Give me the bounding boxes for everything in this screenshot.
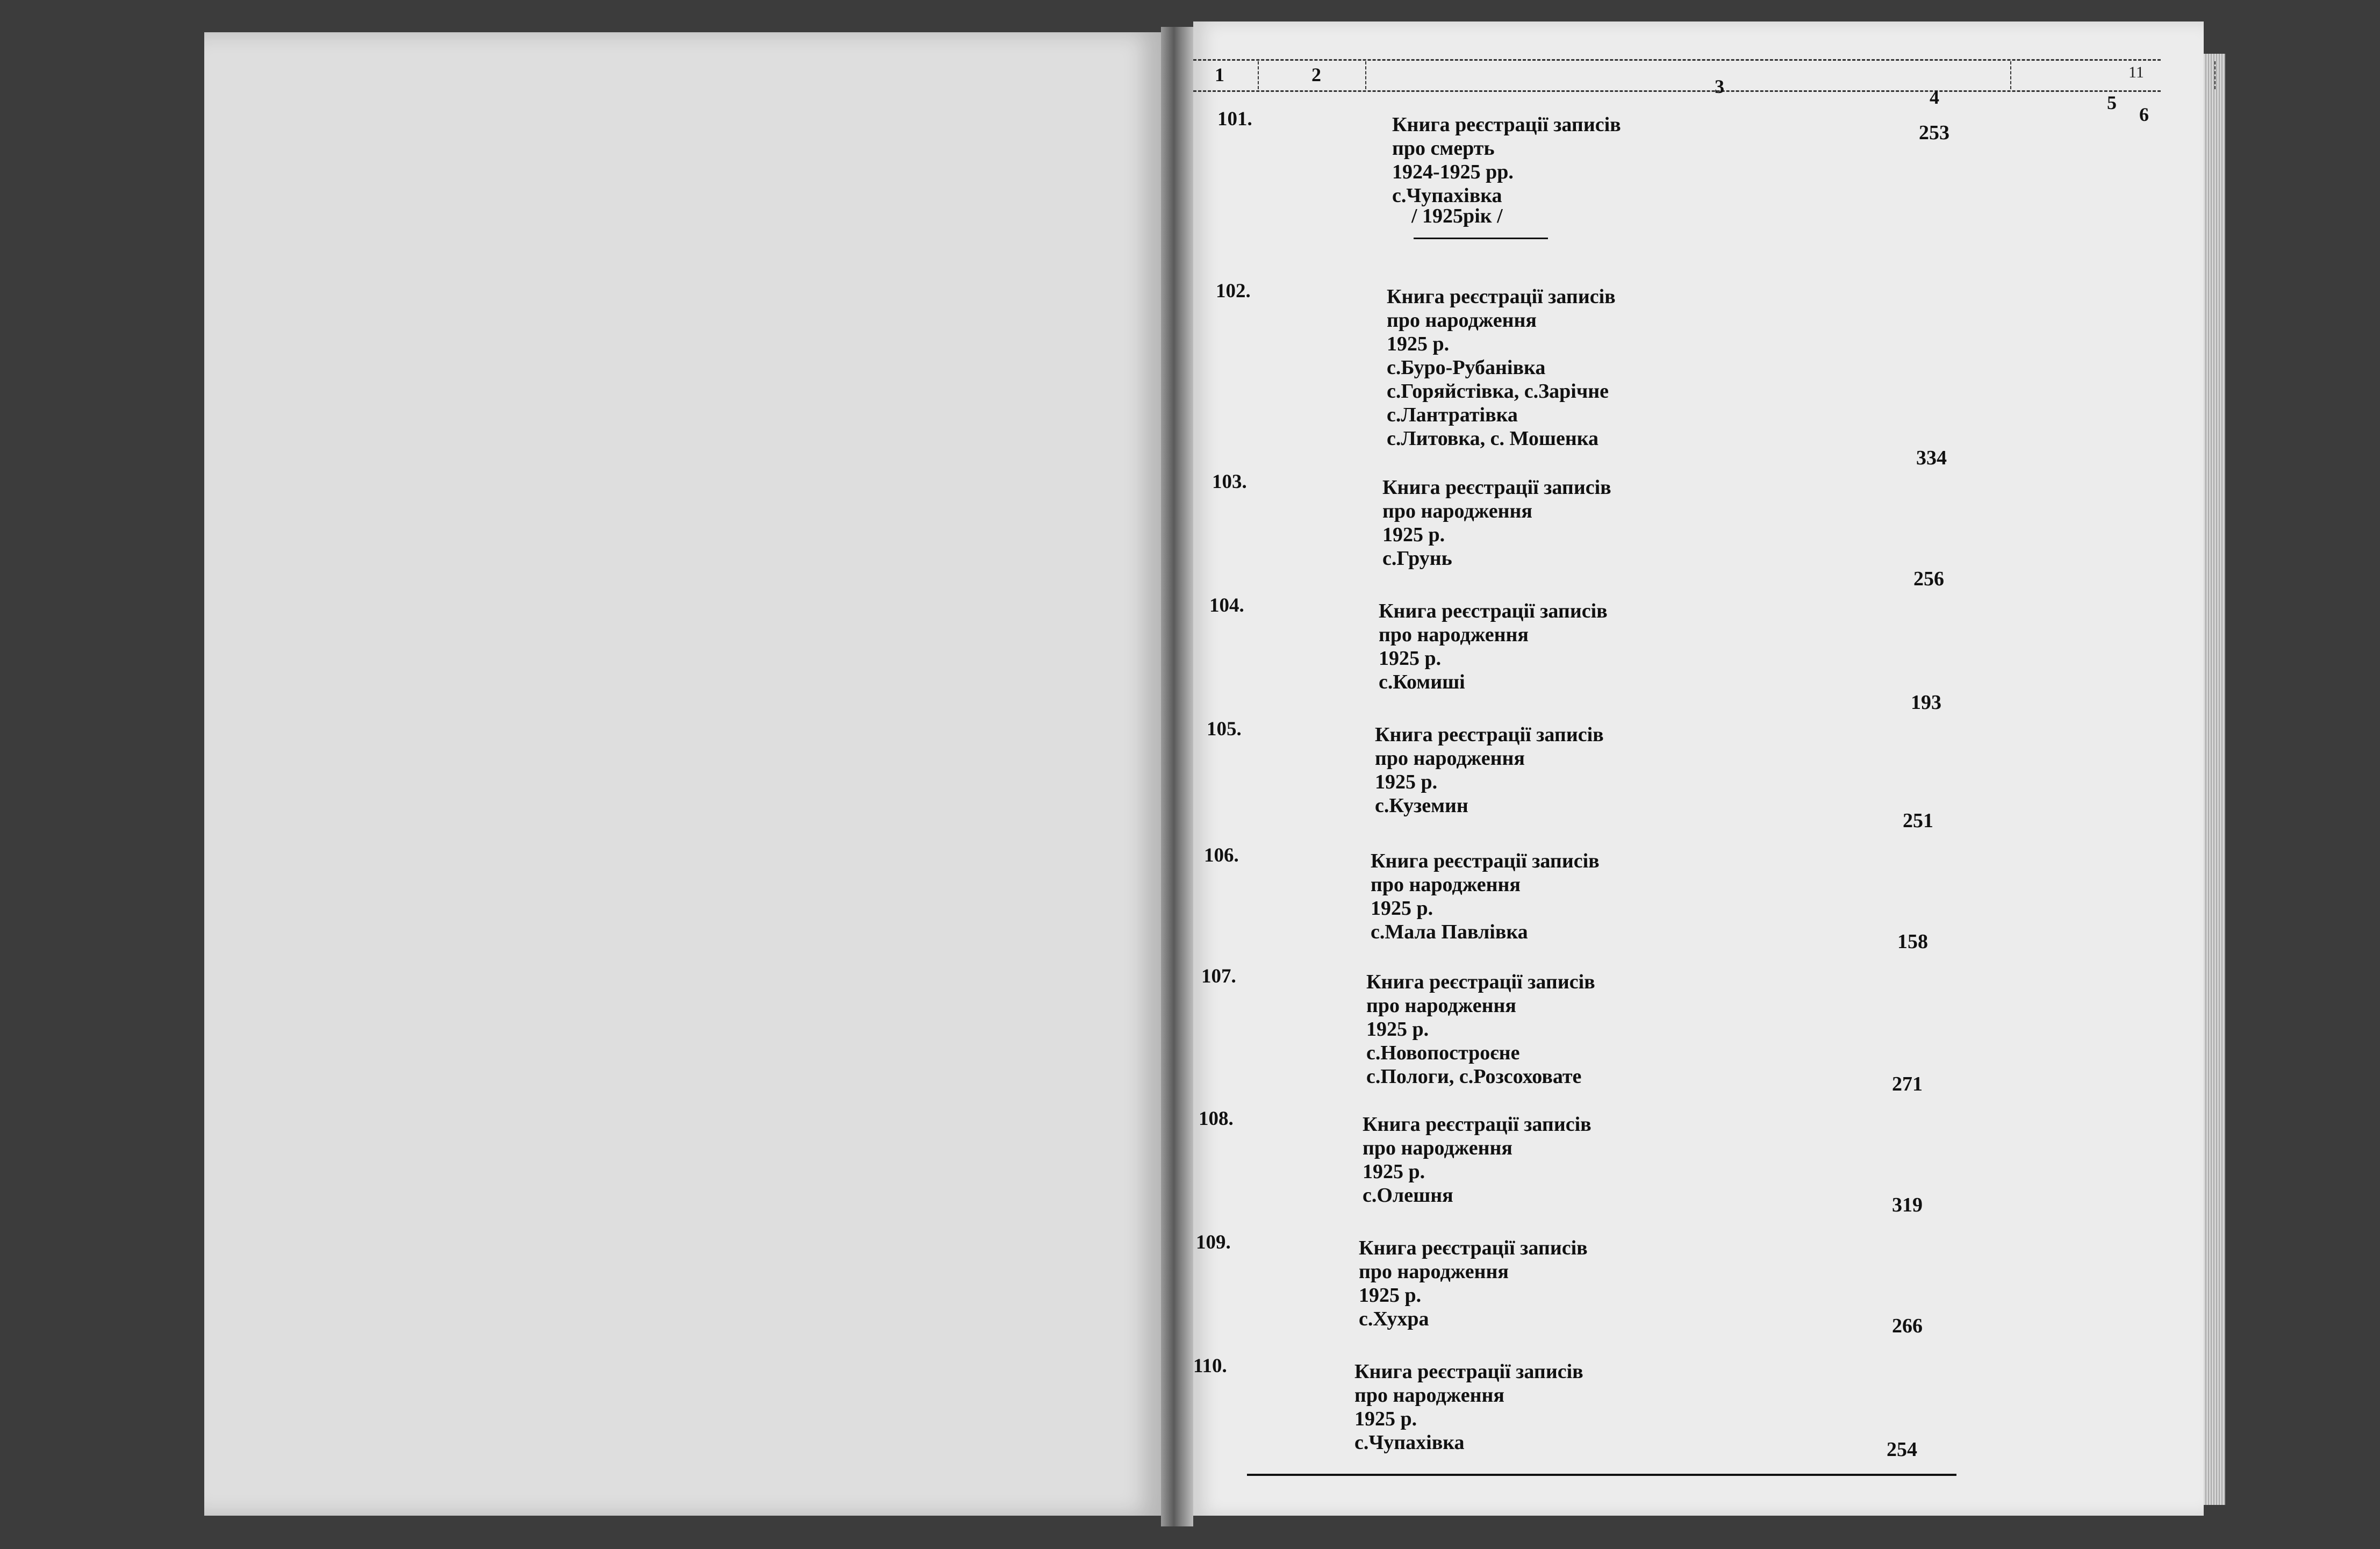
entry-number: 102. [1216,280,1251,302]
entry-line: про народження [1387,309,1537,332]
entry-line: Книга реєстрації записів [1387,285,1616,308]
entry-line: с.Лантратівка [1387,404,1518,426]
entry-line: про народження [1363,1137,1512,1159]
entry-line: 1925 р. [1371,897,1433,920]
entry-line: про смерть [1392,137,1495,160]
entry-line: про народження [1359,1260,1509,1283]
entry-description [1392,113,1621,207]
entry-line: про народження [1379,623,1529,646]
entry-description [1354,1360,1583,1454]
entry-line: про народження [1382,500,1532,522]
entry-number: 109. [1196,1231,1231,1253]
entry-line: Книга реєстрації записів [1382,476,1611,499]
header-col-2: 2 [1311,64,1321,85]
entry-line: Книга реєстрації записів [1371,850,1600,872]
entry-line: с.Литовка, с. Мошенка [1387,427,1599,450]
entry-page-count: 266 [1892,1315,1923,1337]
entry-line: 1925 р. [1363,1160,1425,1183]
header-col-3: 3 [1715,76,1724,97]
entry-line: с.Куземин [1375,794,1468,817]
entry-line: Книга реєстрації записів [1375,723,1604,746]
entry-number: 110. [1193,1355,1227,1377]
left-page-blank [204,32,1161,1516]
entry-line: Книга реєстрації записів [1363,1113,1592,1136]
entry-description [1375,723,1604,817]
entry-page-count: 319 [1892,1194,1923,1216]
sheet-number: 11 [2128,63,2144,81]
header-separator [2214,61,2216,89]
year-heading-underline [1414,238,1548,239]
entry-line: про народження [1371,873,1521,896]
header-rule-top [1193,59,2161,61]
year-heading: / 1925рік / [1411,205,1503,227]
entry-description [1387,285,1616,450]
entry-line: 1925 р. [1382,523,1445,546]
entry-page-count: 271 [1892,1073,1923,1095]
header-col-5: 5 [2107,92,2117,113]
entry-line: с.Олешня [1363,1184,1453,1207]
entry-line: с.Хухра [1359,1308,1429,1330]
entry-page-count: 254 [1887,1438,1917,1461]
header-separator [2010,61,2011,89]
entry-line: с.Мала Павлівка [1371,921,1528,943]
header-col-1: 1 [1215,64,1224,85]
closing-rule [1247,1474,1956,1476]
entry-number: 101. [1217,108,1252,130]
entry-line: 1925 р. [1354,1408,1417,1430]
entry-line: 1925 р. [1379,647,1442,670]
entry-page-count: 251 [1903,809,1933,832]
header-col-4: 4 [1930,87,1939,108]
entry-line: 1925 р. [1359,1284,1422,1307]
entry-line: с.Буро-Рубанівка [1387,356,1546,379]
entry-line: с.Комиші [1379,671,1465,693]
entry-line: с.Пологи, с.Розсоховате [1366,1065,1582,1088]
header-col-6: 6 [2139,104,2149,125]
entry-description [1366,970,1595,1088]
entry-page-count: 158 [1897,930,1928,953]
entry-description [1371,849,1600,944]
page-edges [2204,54,2225,1505]
book-gutter [1161,27,1193,1526]
entry-line: про народження [1354,1384,1504,1407]
entry-number: 106. [1204,844,1239,866]
entry-page-count: 256 [1913,568,1944,590]
entry-line: про народження [1366,994,1516,1017]
entry-line: 1925 р. [1375,771,1438,793]
header-separator [1258,61,1259,89]
header-separator [1365,61,1366,89]
entry-line: Книга реєстрації записів [1366,971,1595,993]
entry-line: с.Чупахівка [1354,1431,1465,1454]
entry-line: Книга реєстрації записів [1379,600,1608,622]
entry-line: Книга реєстрації записів [1354,1360,1583,1383]
header-rule-bottom [1193,90,2161,92]
entry-line: Книга реєстрації записів [1392,113,1621,136]
entry-line: про народження [1375,747,1525,770]
entry-number: 107. [1201,965,1236,987]
entry-line: с.Горяйстівка, с.Зарічне [1387,380,1609,403]
entry-description [1382,476,1611,570]
entry-number: 108. [1199,1108,1234,1130]
entry-line: 1925 р. [1387,333,1450,355]
entry-description [1359,1236,1588,1331]
entry-number: 104. [1209,594,1244,616]
entry-number: 103. [1212,471,1247,493]
entry-line: 1924-1925 рр. [1392,161,1514,183]
entry-line: с.Грунь [1382,547,1452,570]
open-book-spread [193,21,2225,1526]
entry-description [1379,599,1608,694]
entry-page-count: 334 [1916,447,1947,469]
entry-number: 105. [1207,718,1242,740]
entry-description [1363,1113,1592,1207]
entry-line: с.Чупахівка [1392,184,1502,207]
entry-line: Книга реєстрації записів [1359,1237,1588,1259]
entry-page-count: 193 [1911,691,1941,714]
entry-page-count: 253 [1919,121,1949,144]
entry-line: с.Новопостроєне [1366,1042,1520,1064]
entry-line: 1925 р. [1366,1018,1429,1041]
right-page [1193,21,2204,1516]
